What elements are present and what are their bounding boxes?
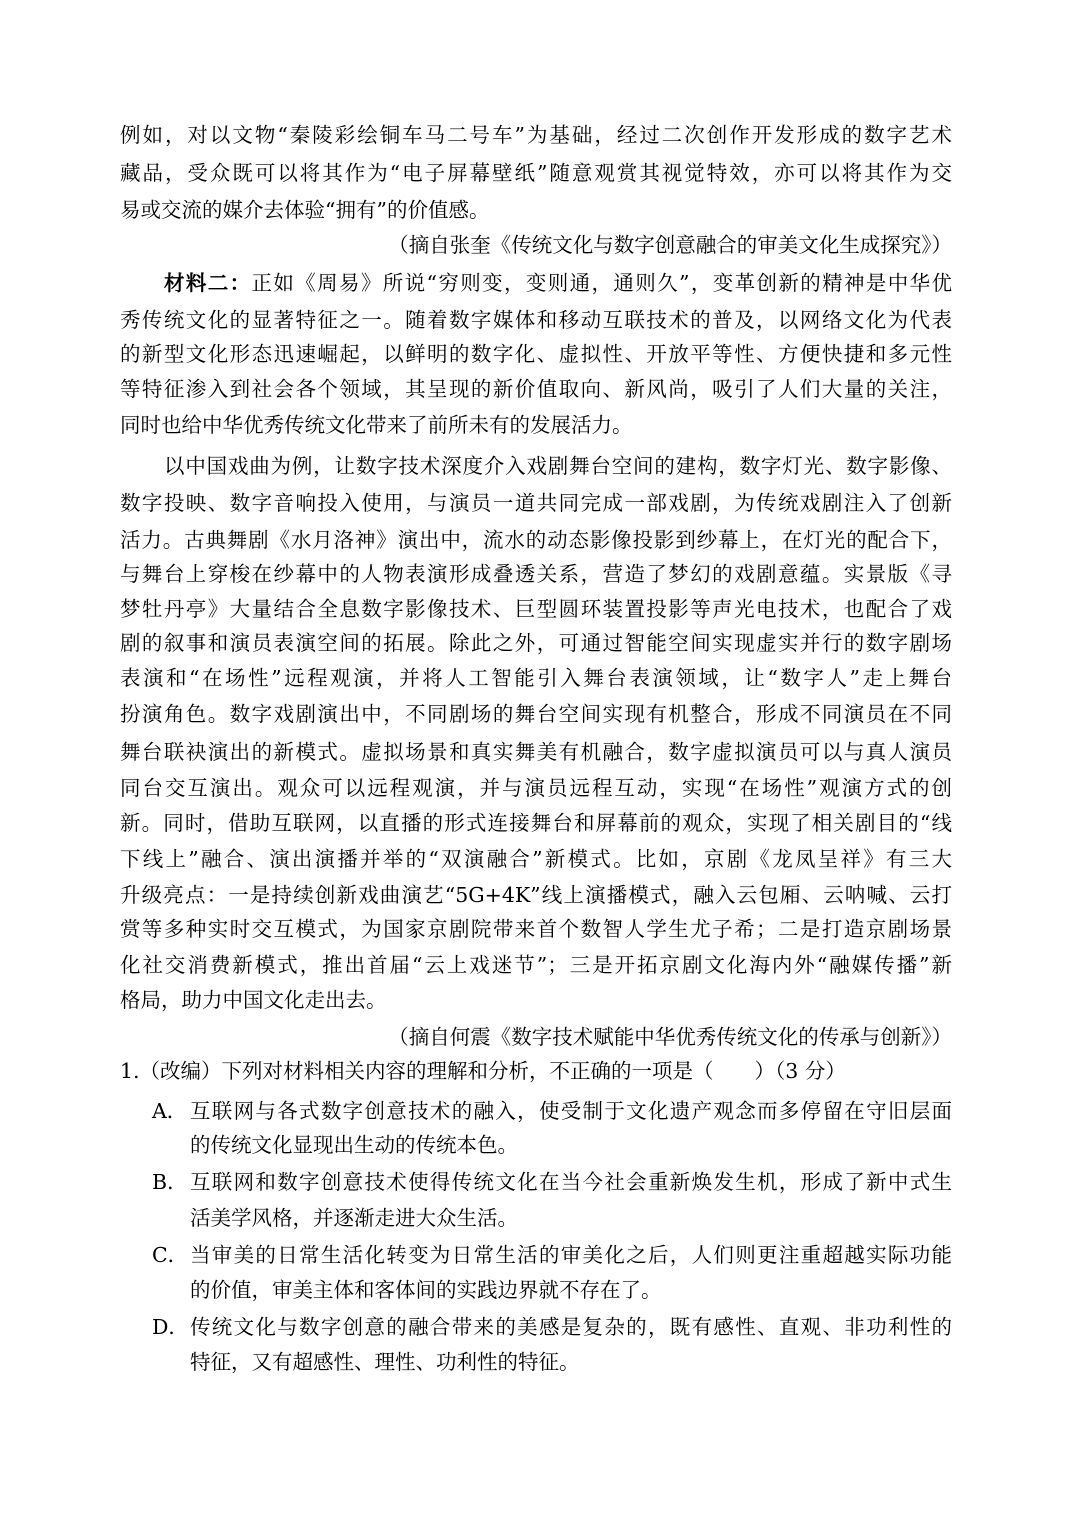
text-line: 梦牡丹亭》大量结合全息数字影像技术、巨型圆环装置投影等声光电技术，也配合了戏 — [120, 597, 952, 621]
text-line: 以中国戏曲为例，让数字技术深度介入戏剧舞台空间的建构，数字灯光、数字影像、 — [164, 454, 952, 478]
option-label: C． — [152, 1243, 189, 1267]
text-line: 新。同时，借助互联网，以直播的形式连接舞台和屏幕前的观众，实现了相关剧目的“线 — [120, 811, 952, 835]
option-text: 特征，又有超感性、理性、功利性的特征。 — [190, 1350, 580, 1374]
text-line: 格局，助力中国文化走出去。 — [120, 988, 387, 1012]
option-text: 活美学风格，并逐渐走进大众生活。 — [190, 1206, 518, 1230]
option-label: D． — [152, 1315, 189, 1339]
text-span: 正如《周易》所说“穷则变，变则通，通则久”，变革创新的精神是中华优 — [251, 271, 953, 295]
text-line: 易或交流的媒介去体验“拥有”的价值感。 — [120, 198, 490, 222]
option-text: 当审美的日常生活化转变为日常生活的审美化之后，人们则更注重超越实际功能 — [190, 1243, 952, 1267]
text-line: 例如，对以文物“秦陵彩绘铜车马二号车”为基础，经过二次创作开发形成的数字艺术 — [120, 123, 952, 147]
material-label: 材料二： — [164, 271, 252, 295]
text-line — [164, 269, 952, 297]
option-text: 的价值，审美主体和客体间的实践边界就不存在了。 — [190, 1278, 662, 1302]
text-line: 表演和“在场性”远程观演，并将人工智能引入舞台表演领域，让“数字人”走上舞台 — [120, 666, 952, 690]
option-text: 传统文化与数字创意的融合带来的美感是复杂的，既有感性、直观、非功利性的 — [190, 1315, 952, 1339]
citation: （摘自张奎《传统文化与数字创意融合的审美文化生成探究》） — [388, 233, 952, 257]
option-label: A． — [152, 1099, 188, 1123]
question-stem: 1.（改编）下列对材料相关内容的理解和分析，不正确的一项是（ ）（3 分） — [120, 1059, 846, 1083]
text-line: 下线上”融合、演出演播并举的“双演融合”新模式。比如，京剧《龙凤呈祥》有三大 — [120, 847, 952, 871]
text-line: 同时也给中华优秀传统文化带来了前所未有的发展活力。 — [120, 413, 633, 437]
text-line: 藏品，受众既可以将其作为“电子屏幕壁纸”随意观赏其视觉特效，亦可以将其作为交 — [120, 161, 952, 185]
option-label: B． — [152, 1170, 188, 1194]
text-line: 赏等多种实时交互模式，为国家京剧院带来首个数智人学生尤子希；二是打造京剧场景 — [120, 917, 952, 941]
text-line: 升级亮点：一是持续创新戏曲演艺“5G+4K”线上演播模式，融入云包厢、云呐喊、云打 — [120, 883, 952, 907]
text-line: 扮演角色。数字戏剧演出中，不同剧场的舞台空间实现有机整合，形成不同演员在不同 — [120, 702, 952, 726]
text-line: 数字投映、数字音响投入使用，与演员一道共同完成一部戏剧，为传统戏剧注入了创新 — [120, 491, 952, 515]
option-text: 互联网与各式数字创意技术的融入，使受制于文化遗产观念而多停留在守旧层面 — [190, 1099, 952, 1123]
text-line: 与舞台上穿梭在纱幕中的人物表演形成叠透关系，营造了梦幻的戏剧意蕴。实景版《寻 — [120, 562, 952, 586]
text-line: 等特征渗入到社会各个领域，其呈现的新价值取向、新风尚，吸引了人们大量的关注， — [120, 377, 952, 401]
text-line: 化社交消费新模式，推出首届“云上戏迷节”；三是开拓京剧文化海内外“融媒传播”新 — [120, 953, 952, 977]
text-line: 舞台联袂演出的新模式。虚拟场景和真实舞美有机融合，数字虚拟演员可以与真人演员 — [120, 740, 952, 764]
text-line: 剧的叙事和演员表演空间的拓展。除此之外，可通过智能空间实现虚实并行的数字剧场 — [120, 631, 952, 655]
option-text: 互联网和数字创意技术使得传统文化在当今社会重新焕发生机，形成了新中式生 — [190, 1170, 952, 1194]
citation: （摘自何震《数字技术赋能中华优秀传统文化的传承与创新》） — [388, 1025, 952, 1049]
text-line: 的新型文化形态迅速崛起，以鲜明的数字化、虚拟性、开放平等性、方便快捷和多元性 — [120, 342, 952, 366]
text-line: 秀传统文化的显著特征之一。随着数字媒体和移动互联技术的普及，以网络文化为代表 — [120, 308, 952, 332]
text-line: 同台交互演出。观众可以远程观演，并与演员远程互动，实现“在场性”观演方式的创 — [120, 776, 952, 800]
text-line: 活力。古典舞剧《水月洛神》演出中，流水的动态影像投影到纱幕上，在灯光的配合下， — [120, 528, 952, 552]
option-text: 的传统文化显现出生动的传统本色。 — [190, 1133, 518, 1157]
